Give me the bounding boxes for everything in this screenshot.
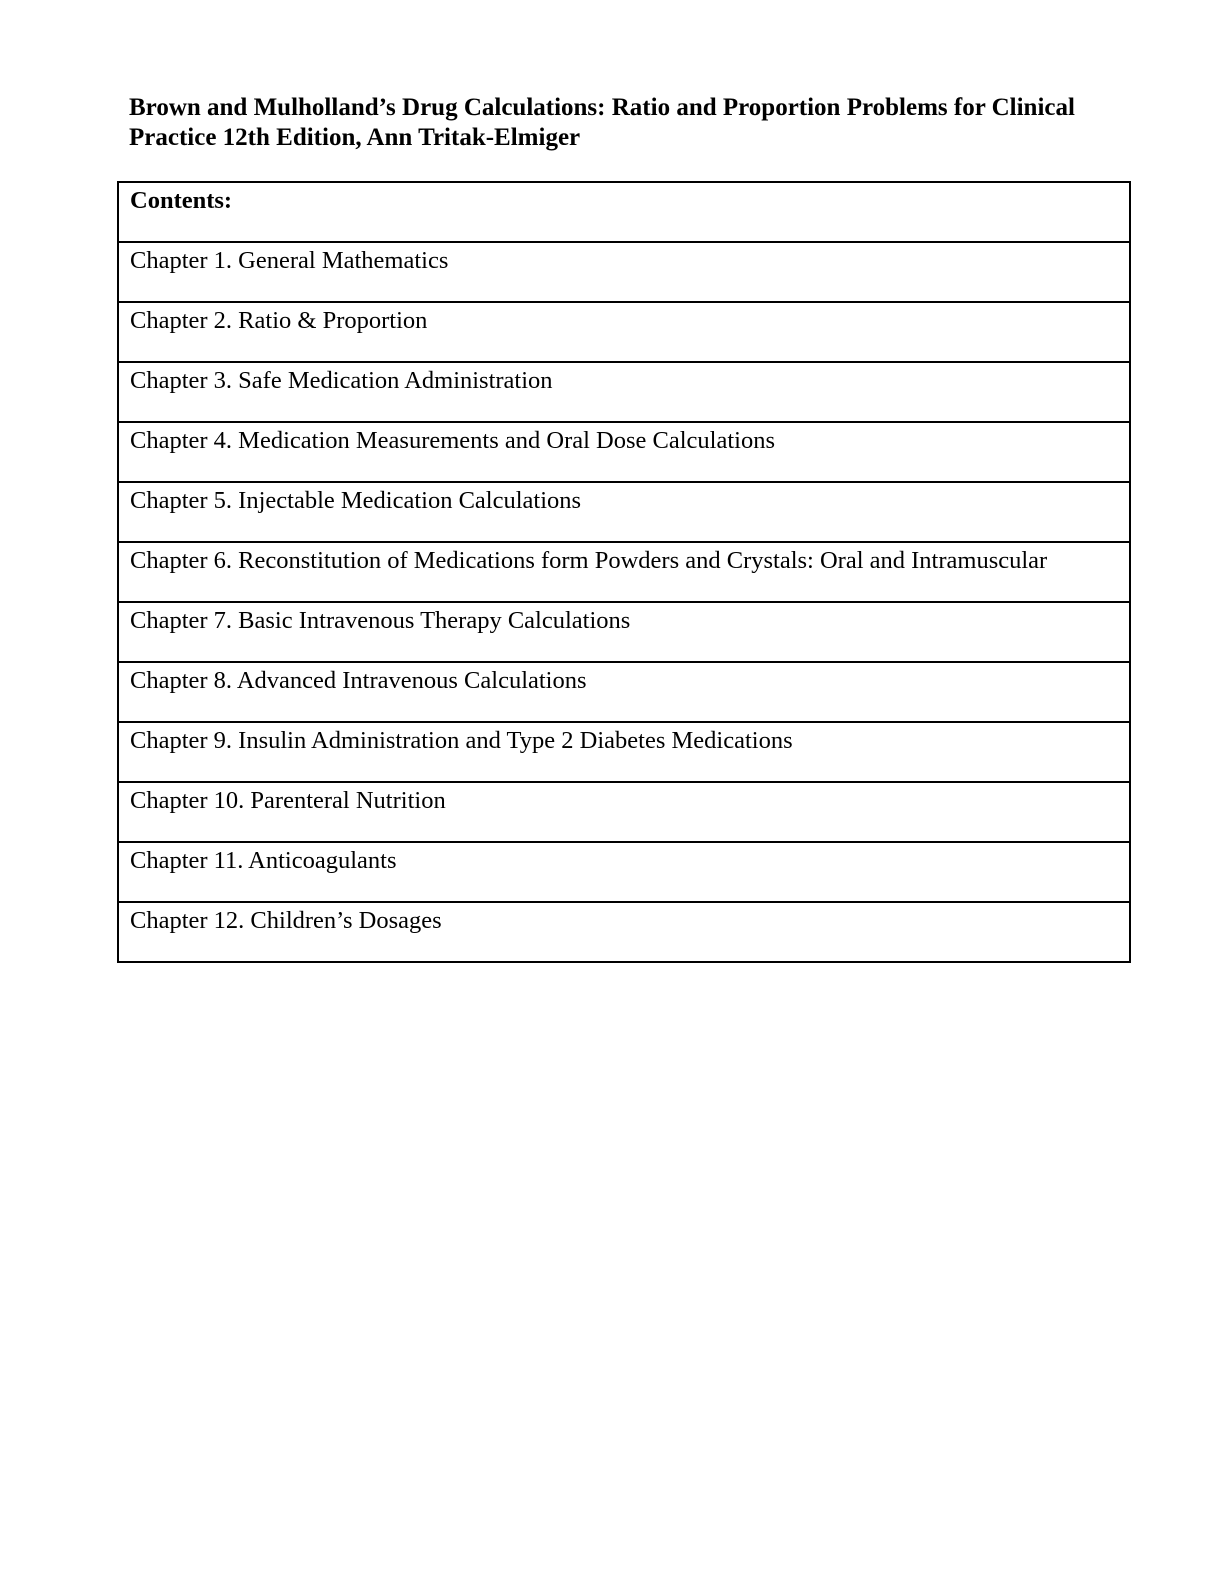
contents-table — [117, 181, 1131, 963]
contents-header-row — [118, 182, 1130, 242]
table-row — [118, 602, 1130, 662]
table-row — [118, 662, 1130, 722]
chapter-entry: Chapter 12. Children’s Dosages — [118, 902, 1130, 962]
table-row — [118, 422, 1130, 482]
table-row — [118, 722, 1130, 782]
table-row — [118, 482, 1130, 542]
chapter-entry: Chapter 8. Advanced Intravenous Calculations — [118, 662, 1130, 722]
document-title: Brown and Mulholland’s Drug Calculations: Ratio and Proportion Problems for Clinical Practice 12th Edition, Ann Tritak-Elmiger — [129, 94, 1075, 151]
chapter-entry: Chapter 4. Medication Measurements and Oral Dose Calculations — [118, 422, 1130, 482]
chapter-entry: Chapter 9. Insulin Administration and Type 2 Diabetes Medications — [118, 722, 1130, 782]
chapter-entry: Chapter 1. General Mathematics — [118, 242, 1130, 302]
table-row — [118, 842, 1130, 902]
table-row — [118, 242, 1130, 302]
chapter-entry: Chapter 2. Ratio & Proportion — [118, 302, 1130, 362]
table-row — [118, 782, 1130, 842]
chapter-entry: Chapter 11. Anticoagulants — [118, 842, 1130, 902]
table-row — [118, 362, 1130, 422]
chapter-entry: Chapter 5. Injectable Medication Calculations — [118, 482, 1130, 542]
table-row — [118, 902, 1130, 962]
table-row — [118, 302, 1130, 362]
table-row — [118, 542, 1130, 602]
chapter-entry: Chapter 7. Basic Intravenous Therapy Calculations — [118, 602, 1130, 662]
chapter-entry: Chapter 10. Parenteral Nutrition — [118, 782, 1130, 842]
chapter-entry: Chapter 3. Safe Medication Administration — [118, 362, 1130, 422]
contents-heading: Contents: — [118, 182, 1130, 242]
chapter-entry: Chapter 6. Reconstitution of Medications form Powders and Crystals: Oral and Intramuscular — [118, 542, 1130, 602]
